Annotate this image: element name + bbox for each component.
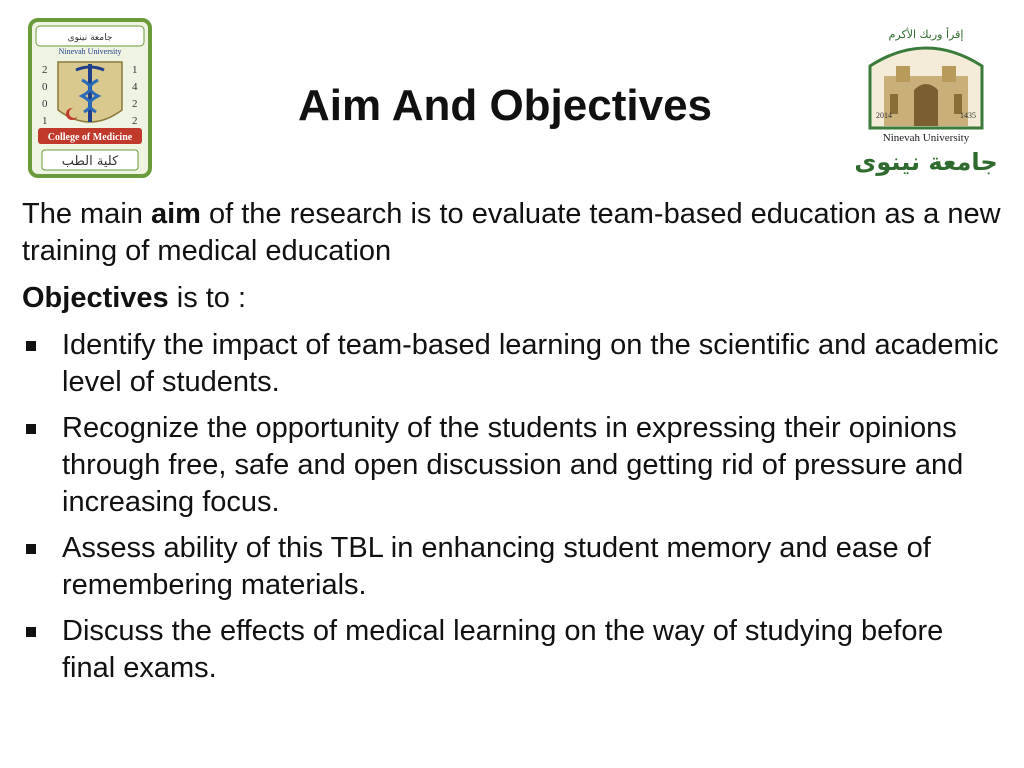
svg-text:College of Medicine: College of Medicine: [47, 132, 133, 143]
svg-text:1: 1: [132, 64, 138, 76]
svg-text:2: 2: [42, 64, 48, 76]
objectives-line: [22, 280, 1002, 317]
aim-keyword: aim: [150, 198, 201, 230]
objectives-list: [22, 327, 1002, 687]
square-bullet-icon: [26, 424, 36, 434]
list-item: [22, 613, 1002, 687]
list-item: [22, 327, 1002, 401]
svg-text:2014: 2014: [876, 111, 892, 120]
list-item-text: Recognize the opportunity of the students in expressing their opinions through free, safe and open discussion and getting rid of pressure and increasing focus.: [62, 412, 964, 518]
svg-text:4: 4: [132, 81, 138, 93]
svg-text:0: 0: [42, 81, 48, 93]
svg-text:كلية الطب: كلية الطب: [61, 154, 119, 169]
svg-text:2: 2: [132, 98, 138, 110]
list-item: [22, 530, 1002, 604]
square-bullet-icon: [26, 627, 36, 637]
svg-text:1435: 1435: [960, 111, 976, 120]
list-item-text: Discuss the effects of medical learning on the way of studying before final exams.: [62, 615, 944, 684]
svg-text:Ninevah University: Ninevah University: [882, 132, 970, 144]
aim-suffix: of the research is to evaluate team-based education as a new training of medical education: [22, 198, 1001, 267]
slide-body: [22, 196, 1002, 696]
svg-text:1: 1: [42, 115, 48, 127]
square-bullet-icon: [26, 341, 36, 351]
objectives-keyword: Objectives: [22, 282, 169, 314]
objectives-suffix: is to :: [168, 282, 247, 314]
ninevah-university-emblem-icon: [846, 20, 1006, 180]
svg-text:إقرأ وربك الأكرم: إقرأ وربك الأكرم: [888, 28, 964, 41]
svg-text:0: 0: [42, 98, 48, 110]
slide-title: Aim And Objectives: [297, 81, 713, 130]
svg-text:جامعة نينوى: جامعة نينوى: [67, 33, 113, 43]
svg-text:2: 2: [132, 115, 138, 127]
svg-text:Ninevah University: Ninevah University: [58, 47, 122, 56]
svg-text:جامعة نينوى: جامعة نينوى: [854, 148, 998, 176]
aim-prefix: The main: [22, 198, 151, 230]
list-item-text: Assess ability of this TBL in enhancing student memory and ease of remembering materials.: [62, 532, 931, 601]
ninevah-university-logo: [846, 20, 1006, 180]
aim-paragraph: [22, 196, 1002, 270]
square-bullet-icon: [26, 544, 36, 554]
list-item-text: Identify the impact of team-based learning on the scientific and academic level of students.: [62, 329, 999, 398]
list-item: [22, 410, 1002, 521]
